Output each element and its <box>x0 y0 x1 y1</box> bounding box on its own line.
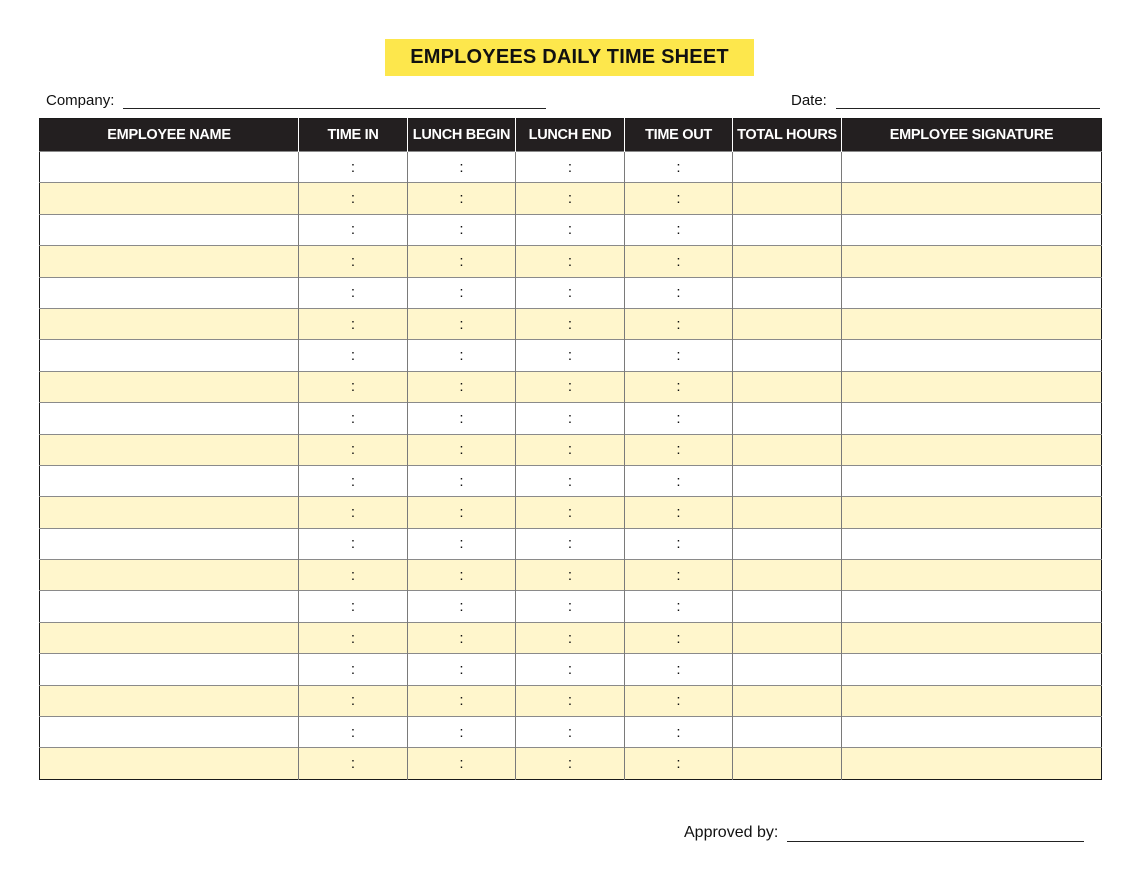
table-row <box>40 246 1102 277</box>
time-out-cell[interactable] <box>625 308 733 339</box>
table-row <box>40 214 1102 245</box>
lunch-begin-cell[interactable] <box>408 277 516 308</box>
header-lunch-end: LUNCH END <box>516 119 625 152</box>
lunch-end-cell[interactable] <box>516 152 625 183</box>
time-out-cell[interactable] <box>625 277 733 308</box>
time-in-cell[interactable] <box>299 340 408 371</box>
employee-signature-cell[interactable] <box>842 246 1102 277</box>
total-hours-cell[interactable] <box>733 308 842 339</box>
table-row <box>40 654 1102 685</box>
employee-name-cell[interactable] <box>40 403 299 434</box>
total-hours-cell[interactable] <box>733 371 842 402</box>
lunch-end-cell[interactable] <box>516 654 625 685</box>
header-time-out: TIME OUT <box>625 119 733 152</box>
time-separator: : <box>567 441 573 459</box>
time-separator: : <box>567 347 573 365</box>
approved-by-field <box>684 824 1084 842</box>
time-separator: : <box>459 629 464 647</box>
time-separator: : <box>567 284 573 302</box>
time-in-cell[interactable] <box>299 685 408 716</box>
employee-name-cell[interactable] <box>40 591 299 622</box>
time-in-cell[interactable] <box>299 560 408 591</box>
time-sheet-table <box>39 118 1102 780</box>
employee-signature-cell[interactable] <box>842 560 1102 591</box>
time-in-cell[interactable] <box>299 591 408 622</box>
table-header-row <box>40 119 1102 152</box>
table-row <box>40 308 1102 339</box>
lunch-end-cell[interactable] <box>516 685 625 716</box>
time-in-cell[interactable] <box>299 528 408 559</box>
header-lunch-begin: LUNCH BEGIN <box>408 119 516 152</box>
employee-signature-cell[interactable] <box>842 308 1102 339</box>
employee-name-cell[interactable] <box>40 152 299 183</box>
time-separator: : <box>350 598 356 616</box>
employee-name-cell[interactable] <box>40 434 299 465</box>
time-separator: : <box>350 252 356 270</box>
time-in-cell[interactable] <box>299 152 408 183</box>
total-hours-cell[interactable] <box>733 214 842 245</box>
time-separator: : <box>567 503 573 521</box>
employee-name-cell[interactable] <box>40 308 299 339</box>
lunch-end-cell[interactable] <box>516 183 625 214</box>
table-row <box>40 403 1102 434</box>
time-separator: : <box>350 503 356 521</box>
employee-name-cell[interactable] <box>40 465 299 496</box>
total-hours-cell[interactable] <box>733 246 842 277</box>
employee-signature-cell[interactable] <box>842 152 1102 183</box>
employee-signature-cell[interactable] <box>842 183 1102 214</box>
time-separator: : <box>459 190 464 208</box>
lunch-end-cell[interactable] <box>516 748 625 779</box>
time-in-cell[interactable] <box>299 277 408 308</box>
time-separator: : <box>567 315 573 333</box>
time-separator: : <box>567 221 573 239</box>
time-separator: : <box>567 378 573 396</box>
employee-name-cell[interactable] <box>40 528 299 559</box>
time-separator: : <box>676 755 681 773</box>
time-separator: : <box>350 284 356 302</box>
time-out-cell[interactable] <box>625 403 733 434</box>
employee-name-cell[interactable] <box>40 497 299 528</box>
time-separator: : <box>459 535 464 553</box>
lunch-end-cell[interactable] <box>516 277 625 308</box>
time-separator: : <box>567 190 573 208</box>
lunch-end-cell[interactable] <box>516 308 625 339</box>
lunch-begin-cell[interactable] <box>408 403 516 434</box>
lunch-end-cell[interactable] <box>516 717 625 748</box>
total-hours-cell[interactable] <box>733 685 842 716</box>
time-separator: : <box>567 660 573 678</box>
lunch-end-cell[interactable] <box>516 403 625 434</box>
time-separator: : <box>567 409 573 427</box>
time-separator: : <box>676 566 681 584</box>
total-hours-cell[interactable] <box>733 152 842 183</box>
time-separator: : <box>676 598 681 616</box>
employee-name-cell[interactable] <box>40 622 299 653</box>
employee-name-cell[interactable] <box>40 560 299 591</box>
lunch-begin-cell[interactable] <box>408 152 516 183</box>
time-in-cell[interactable] <box>299 465 408 496</box>
time-in-cell[interactable] <box>299 183 408 214</box>
time-separator: : <box>459 158 464 176</box>
time-out-cell[interactable] <box>625 560 733 591</box>
time-out-cell[interactable] <box>625 685 733 716</box>
lunch-begin-cell[interactable] <box>408 246 516 277</box>
employee-name-cell[interactable] <box>40 214 299 245</box>
employee-signature-cell[interactable] <box>842 465 1102 496</box>
total-hours-cell[interactable] <box>733 340 842 371</box>
time-out-cell[interactable] <box>625 434 733 465</box>
table-row <box>40 152 1102 183</box>
time-separator: : <box>459 660 464 678</box>
employee-signature-cell[interactable] <box>842 717 1102 748</box>
lunch-begin-cell[interactable] <box>408 371 516 402</box>
total-hours-cell[interactable] <box>733 277 842 308</box>
time-in-cell[interactable] <box>299 403 408 434</box>
lunch-begin-cell[interactable] <box>408 685 516 716</box>
time-in-cell[interactable] <box>299 246 408 277</box>
approved-by-label: Approved by: <box>684 824 779 841</box>
time-in-cell[interactable] <box>299 308 408 339</box>
lunch-begin-cell[interactable] <box>408 654 516 685</box>
total-hours-cell[interactable] <box>733 591 842 622</box>
lunch-end-cell[interactable] <box>516 622 625 653</box>
time-separator: : <box>459 755 464 773</box>
time-out-cell[interactable] <box>625 654 733 685</box>
date-field <box>791 92 1100 109</box>
employee-name-cell[interactable] <box>40 246 299 277</box>
time-in-cell[interactable] <box>299 622 408 653</box>
lunch-end-cell[interactable] <box>516 340 625 371</box>
lunch-end-cell[interactable] <box>516 214 625 245</box>
lunch-begin-cell[interactable] <box>408 591 516 622</box>
time-separator: : <box>350 378 356 396</box>
employee-signature-cell[interactable] <box>842 497 1102 528</box>
time-separator: : <box>459 692 464 710</box>
time-out-cell[interactable] <box>625 748 733 779</box>
header-time-in: TIME IN <box>299 119 408 152</box>
employee-name-cell[interactable] <box>40 654 299 685</box>
lunch-begin-cell[interactable] <box>408 183 516 214</box>
time-separator: : <box>459 503 464 521</box>
employee-signature-cell[interactable] <box>842 591 1102 622</box>
time-separator: : <box>567 723 573 741</box>
time-separator: : <box>459 566 464 584</box>
time-separator: : <box>676 629 681 647</box>
header-employee-signature: EMPLOYEE SIGNATURE <box>842 119 1102 152</box>
lunch-end-cell[interactable] <box>516 560 625 591</box>
time-separator: : <box>350 692 356 710</box>
time-separator: : <box>350 629 356 647</box>
employee-signature-cell[interactable] <box>842 277 1102 308</box>
time-separator: : <box>676 409 681 427</box>
table-row <box>40 717 1102 748</box>
table-row <box>40 340 1102 371</box>
employee-signature-cell[interactable] <box>842 340 1102 371</box>
time-out-cell[interactable] <box>625 340 733 371</box>
employee-signature-cell[interactable] <box>842 622 1102 653</box>
time-separator: : <box>567 692 573 710</box>
header-employee-name: EMPLOYEE NAME <box>40 119 299 152</box>
time-separator: : <box>350 566 356 584</box>
lunch-begin-cell[interactable] <box>408 308 516 339</box>
table-row <box>40 622 1102 653</box>
lunch-end-cell[interactable] <box>516 528 625 559</box>
time-separator: : <box>459 409 464 427</box>
time-separator: : <box>567 566 573 584</box>
employee-signature-cell[interactable] <box>842 654 1102 685</box>
time-in-cell[interactable] <box>299 717 408 748</box>
total-hours-cell[interactable] <box>733 560 842 591</box>
employee-signature-cell[interactable] <box>842 685 1102 716</box>
time-separator: : <box>350 472 356 490</box>
time-separator: : <box>567 252 573 270</box>
time-separator: : <box>676 158 681 176</box>
time-separator: : <box>459 378 464 396</box>
lunch-end-cell[interactable] <box>516 591 625 622</box>
total-hours-cell[interactable] <box>733 465 842 496</box>
table-row <box>40 685 1102 716</box>
table-row <box>40 528 1102 559</box>
table-row <box>40 183 1102 214</box>
time-in-cell[interactable] <box>299 654 408 685</box>
date-blank-line[interactable] <box>836 94 1100 109</box>
time-separator: : <box>459 723 464 741</box>
time-separator: : <box>676 723 681 741</box>
time-separator: : <box>567 598 573 616</box>
employee-name-cell[interactable] <box>40 340 299 371</box>
time-separator: : <box>676 284 681 302</box>
time-separator: : <box>676 347 681 365</box>
time-out-cell[interactable] <box>625 497 733 528</box>
time-separator: : <box>350 190 356 208</box>
time-separator: : <box>350 660 356 678</box>
time-out-cell[interactable] <box>625 528 733 559</box>
table-row <box>40 465 1102 496</box>
table-row <box>40 497 1102 528</box>
total-hours-cell[interactable] <box>733 654 842 685</box>
time-separator: : <box>567 158 573 176</box>
time-out-cell[interactable] <box>625 622 733 653</box>
total-hours-cell[interactable] <box>733 403 842 434</box>
time-in-cell[interactable] <box>299 371 408 402</box>
table-row <box>40 371 1102 402</box>
employee-name-cell[interactable] <box>40 371 299 402</box>
employee-signature-cell[interactable] <box>842 434 1102 465</box>
table-row <box>40 277 1102 308</box>
time-separator: : <box>567 755 573 773</box>
lunch-begin-cell[interactable] <box>408 748 516 779</box>
lunch-begin-cell[interactable] <box>408 434 516 465</box>
date-label: Date: <box>791 92 827 109</box>
lunch-begin-cell[interactable] <box>408 340 516 371</box>
time-out-cell[interactable] <box>625 465 733 496</box>
total-hours-cell[interactable] <box>733 183 842 214</box>
approved-by-blank-line[interactable] <box>787 827 1084 842</box>
company-label: Company: <box>46 92 115 109</box>
lunch-begin-cell[interactable] <box>408 214 516 245</box>
table-row <box>40 434 1102 465</box>
table-row <box>40 591 1102 622</box>
table-row <box>40 748 1102 779</box>
lunch-end-cell[interactable] <box>516 465 625 496</box>
time-separator: : <box>350 347 356 365</box>
time-separator: : <box>676 660 681 678</box>
table-body <box>40 152 1102 780</box>
page-title: EMPLOYEES DAILY TIME SHEET <box>385 39 754 76</box>
time-separator: : <box>676 190 681 208</box>
time-separator: : <box>676 441 681 459</box>
lunch-begin-cell[interactable] <box>408 528 516 559</box>
time-separator: : <box>567 629 573 647</box>
company-blank-line[interactable] <box>123 94 546 109</box>
time-out-cell[interactable] <box>625 152 733 183</box>
employee-name-cell[interactable] <box>40 685 299 716</box>
time-separator: : <box>459 284 464 302</box>
employee-signature-cell[interactable] <box>842 403 1102 434</box>
time-separator: : <box>350 723 356 741</box>
lunch-end-cell[interactable] <box>516 497 625 528</box>
time-out-cell[interactable] <box>625 183 733 214</box>
total-hours-cell[interactable] <box>733 622 842 653</box>
time-separator: : <box>567 472 573 490</box>
lunch-begin-cell[interactable] <box>408 622 516 653</box>
time-in-cell[interactable] <box>299 748 408 779</box>
time-separator: : <box>676 472 681 490</box>
employee-signature-cell[interactable] <box>842 528 1102 559</box>
time-separator: : <box>350 158 356 176</box>
lunch-begin-cell[interactable] <box>408 560 516 591</box>
time-out-cell[interactable] <box>625 371 733 402</box>
lunch-end-cell[interactable] <box>516 246 625 277</box>
employee-name-cell[interactable] <box>40 183 299 214</box>
time-separator: : <box>676 535 681 553</box>
time-separator: : <box>350 535 356 553</box>
time-in-cell[interactable] <box>299 214 408 245</box>
time-separator: : <box>676 221 681 239</box>
time-separator: : <box>676 692 681 710</box>
time-separator: : <box>459 441 464 459</box>
employee-name-cell[interactable] <box>40 717 299 748</box>
time-in-cell[interactable] <box>299 434 408 465</box>
time-separator: : <box>350 315 356 333</box>
lunch-begin-cell[interactable] <box>408 717 516 748</box>
company-field <box>46 92 546 109</box>
time-separator: : <box>459 221 464 239</box>
time-separator: : <box>459 598 464 616</box>
time-in-cell[interactable] <box>299 497 408 528</box>
time-separator: : <box>350 409 356 427</box>
time-separator: : <box>459 347 464 365</box>
employee-signature-cell[interactable] <box>842 214 1102 245</box>
time-separator: : <box>676 315 681 333</box>
total-hours-cell[interactable] <box>733 497 842 528</box>
table-row <box>40 560 1102 591</box>
header-total-hours: TOTAL HOURS <box>733 119 842 152</box>
time-separator: : <box>350 221 356 239</box>
lunch-begin-cell[interactable] <box>408 497 516 528</box>
time-out-cell[interactable] <box>625 717 733 748</box>
time-separator: : <box>459 315 464 333</box>
time-out-cell[interactable] <box>625 591 733 622</box>
employee-name-cell[interactable] <box>40 277 299 308</box>
time-separator: : <box>676 252 681 270</box>
time-separator: : <box>350 441 356 459</box>
time-separator: : <box>459 252 464 270</box>
employee-name-cell[interactable] <box>40 748 299 779</box>
time-separator: : <box>567 535 573 553</box>
total-hours-cell[interactable] <box>733 434 842 465</box>
time-separator: : <box>676 503 681 521</box>
lunch-end-cell[interactable] <box>516 371 625 402</box>
time-separator: : <box>676 378 681 396</box>
time-separator: : <box>459 472 464 490</box>
employee-signature-cell[interactable] <box>842 748 1102 779</box>
lunch-begin-cell[interactable] <box>408 465 516 496</box>
total-hours-cell[interactable] <box>733 748 842 779</box>
time-out-cell[interactable] <box>625 214 733 245</box>
employee-signature-cell[interactable] <box>842 371 1102 402</box>
total-hours-cell[interactable] <box>733 528 842 559</box>
lunch-end-cell[interactable] <box>516 434 625 465</box>
time-out-cell[interactable] <box>625 246 733 277</box>
time-separator: : <box>350 755 356 773</box>
total-hours-cell[interactable] <box>733 717 842 748</box>
